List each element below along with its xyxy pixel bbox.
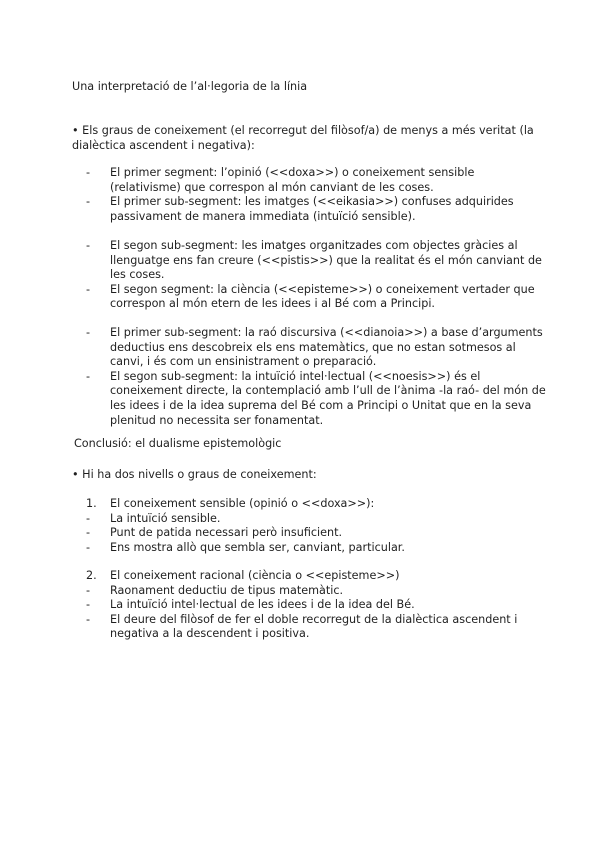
dash-marker: - — [86, 540, 91, 554]
dash-marker: - — [86, 583, 91, 597]
dash-marker: - — [86, 369, 91, 383]
dash-marker: - — [86, 239, 91, 252]
list-item: - Punt de patida necessari però insuficient. — [86, 526, 343, 540]
list-item: - El primer sub-segment: les imatges (<<eikasia>>) confuses adquirides passivament de manera immediata (intuïció sensible). — [86, 195, 514, 223]
level-1-list — [86, 497, 546, 555]
dash-marker: - — [86, 195, 91, 209]
list-item: - El segon segment: la ciència (<<episteme>>) o coneixement vertader que correspon al món etern de les idees i al Bé com a Principi. — [86, 282, 535, 311]
dash-marker: - — [86, 166, 91, 179]
dash-marker: - — [86, 282, 91, 296]
number-marker: 1. — [86, 497, 97, 510]
list-item: - La intuïció intel·lectual de les idees i de la idea del Bé. — [86, 598, 415, 612]
level-heading: 2. El coneixement racional (ciència o <<episteme>>) — [86, 569, 400, 582]
list-item: - El segon sub-segment: la intuïció intel·lectual (<<noesis>>) és el coneixement directe, la contemplació amb l’ull de l’ànima -la raó- del món de les idees i de la idea suprema del Bé com a Principi o Unitat que en la seva plenitud no necessita ser fonamentat. — [86, 369, 546, 427]
number-marker: 2. — [86, 569, 97, 582]
dash-marker: - — [86, 598, 91, 612]
list-item: - Ens mostra allò que sembla ser, canviant, particular. — [86, 540, 405, 554]
dash-marker: - — [86, 526, 91, 540]
dash-marker: - — [86, 326, 91, 339]
segment-list-2 — [86, 239, 546, 312]
intro-paragraph: • Els graus de coneixement (el recorregut del filòsof/a) de menys a més veritat (la dialèctica ascendent i negativa): — [72, 124, 534, 152]
level-heading: 1. El coneixement sensible (opinió o <<doxa>>): — [86, 497, 375, 510]
list-item: - El primer segment: l’opinió (<<doxa>>) o coneixement sensible (relativisme) que correspon al món canviant de les coses. — [86, 166, 475, 194]
level-2-list — [86, 569, 546, 642]
segment-list-1 — [86, 166, 546, 224]
list-item: - La intuïció sensible. — [86, 511, 221, 525]
dash-marker: - — [86, 511, 91, 525]
dash-marker: - — [86, 612, 91, 626]
list-item: - Raonament deductiu de tipus matemàtic. — [86, 583, 344, 597]
segment-list-3 — [86, 326, 546, 428]
conclusion-intro: • Hi ha dos nivells o graus de coneixement: — [72, 468, 317, 481]
list-item: - El primer sub-segment: la raó discursiva (<<dianoia>>) a base d’arguments deductius ens descobreix els ens matemàtics, que no estan sotmesos al canvi, i és com un ensinistrament o preparació. — [86, 326, 543, 369]
list-item: - El segon sub-segment: les imatges organitzades com objectes gràcies al llenguatge ens fan creure (<<pistis>>) que la realitat és el món canviant de les coses. — [86, 239, 542, 282]
page-title: Una interpretació de l’al·legoria de la línia — [72, 80, 308, 93]
list-item: - El deure del filòsof de fer el doble recorregut de la dialèctica ascendent i negativa a la descendent i positiva. — [86, 612, 518, 641]
conclusion-heading: Conclusió: el dualisme epistemològic — [74, 437, 282, 450]
